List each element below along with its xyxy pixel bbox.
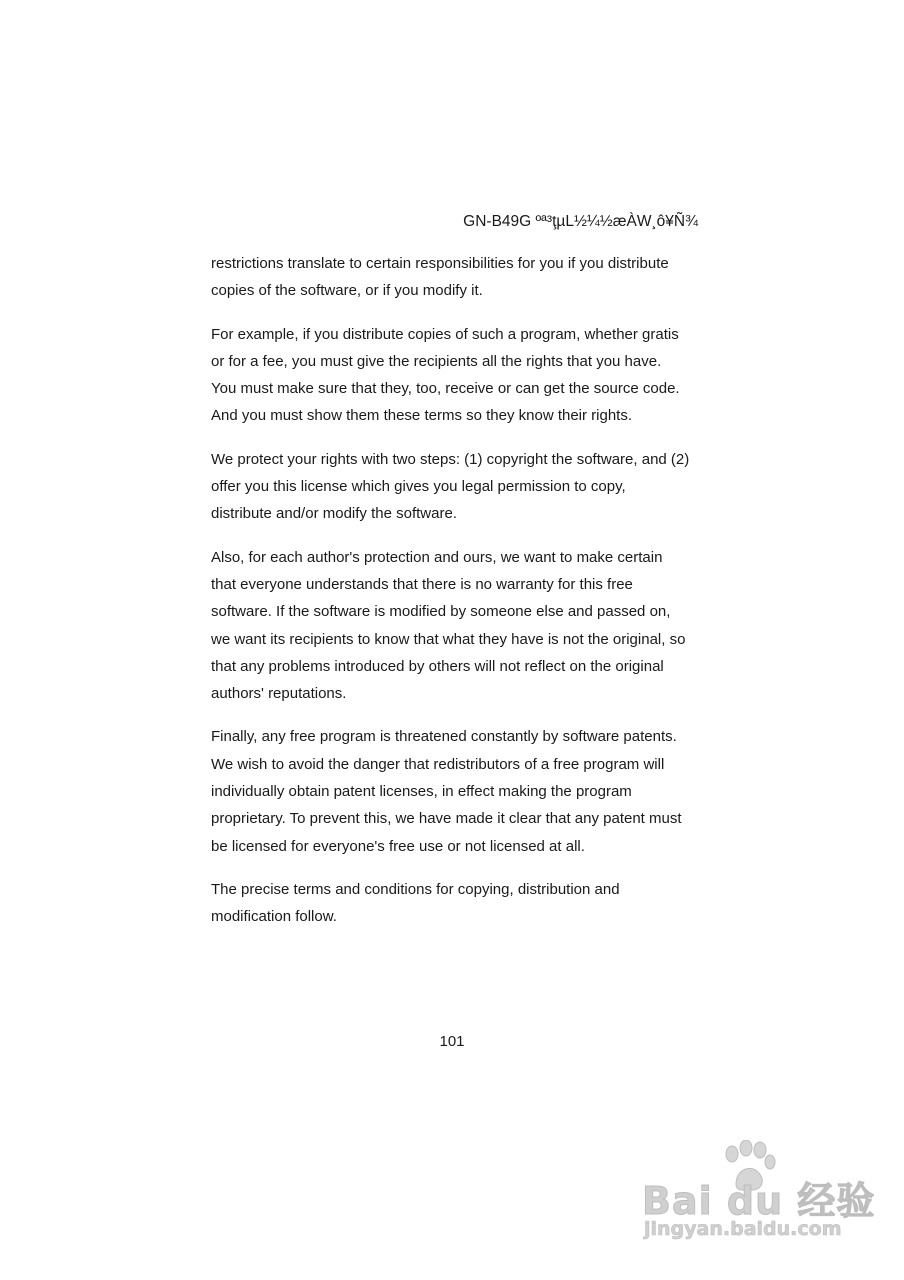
text-line: restrictions translate to certain responsibilities for you if you distribute bbox=[211, 255, 669, 272]
baidu-jingyan-watermark bbox=[630, 1140, 876, 1250]
text-line: proprietary. To prevent this, we have made it clear that any patent must bbox=[211, 810, 682, 828]
text-line: authors' reputations. bbox=[211, 685, 347, 703]
paragraph-patents bbox=[211, 723, 711, 859]
text-line: Finally, any free program is threatened constantly by software patents. bbox=[211, 728, 677, 746]
text-line: For example, if you distribute copies of such a program, whether gratis bbox=[211, 325, 679, 343]
text-line: You must make sure that they, too, receive or can get the source code. bbox=[211, 380, 680, 398]
paragraph-terms-follow bbox=[211, 876, 711, 931]
page-number: 101 bbox=[439, 1033, 465, 1050]
text-line: offer you this license which gives you legal permission to copy, bbox=[211, 478, 626, 496]
text-line: that everyone understands that there is no warranty for this free bbox=[211, 575, 633, 593]
text-line: copies of the software, or if you modify it. bbox=[211, 282, 483, 300]
text-line: individually obtain patent licenses, in effect making the program bbox=[211, 783, 632, 801]
paragraph-responsibilities bbox=[211, 250, 711, 305]
text-line: that any problems introduced by others will not reflect on the original bbox=[211, 657, 664, 675]
text-line: software. If the software is modified by someone else and passed on, bbox=[211, 603, 671, 621]
text-line: We wish to avoid the danger that redistributors of a free program will bbox=[211, 755, 665, 773]
text-line: We protect your rights with two steps: (1) copyright the software, and (2) bbox=[211, 450, 690, 468]
text-line: Also, for each author's protection and ours, we want to make certain bbox=[211, 548, 663, 566]
paragraph-protect-rights bbox=[211, 446, 711, 528]
page-header: GN-B49G ºª³ţµL½¼½æÀW¸ô¥Ñ¾ bbox=[463, 213, 698, 230]
watermark-url: jingyan.baidu.com bbox=[644, 1218, 842, 1240]
watermark-brand: Bai du 经验 bbox=[642, 1179, 876, 1223]
text-line: we want its recipients to know that what they have is not the original, so bbox=[211, 630, 686, 648]
text-line: be licensed for everyone's free use or not licensed at all. bbox=[211, 837, 585, 855]
text-line: distribute and/or modify the software. bbox=[211, 505, 457, 523]
paragraph-example bbox=[211, 321, 711, 430]
paragraph-no-warranty bbox=[211, 544, 711, 708]
body-text bbox=[211, 250, 711, 947]
text-line: And you must show them these terms so they know their rights. bbox=[211, 407, 633, 425]
text-line: The precise terms and conditions for copying, distribution and bbox=[211, 880, 620, 898]
text-line: or for a fee, you must give the recipients all the rights that you have. bbox=[211, 352, 662, 370]
text-line: modification follow. bbox=[211, 908, 337, 926]
